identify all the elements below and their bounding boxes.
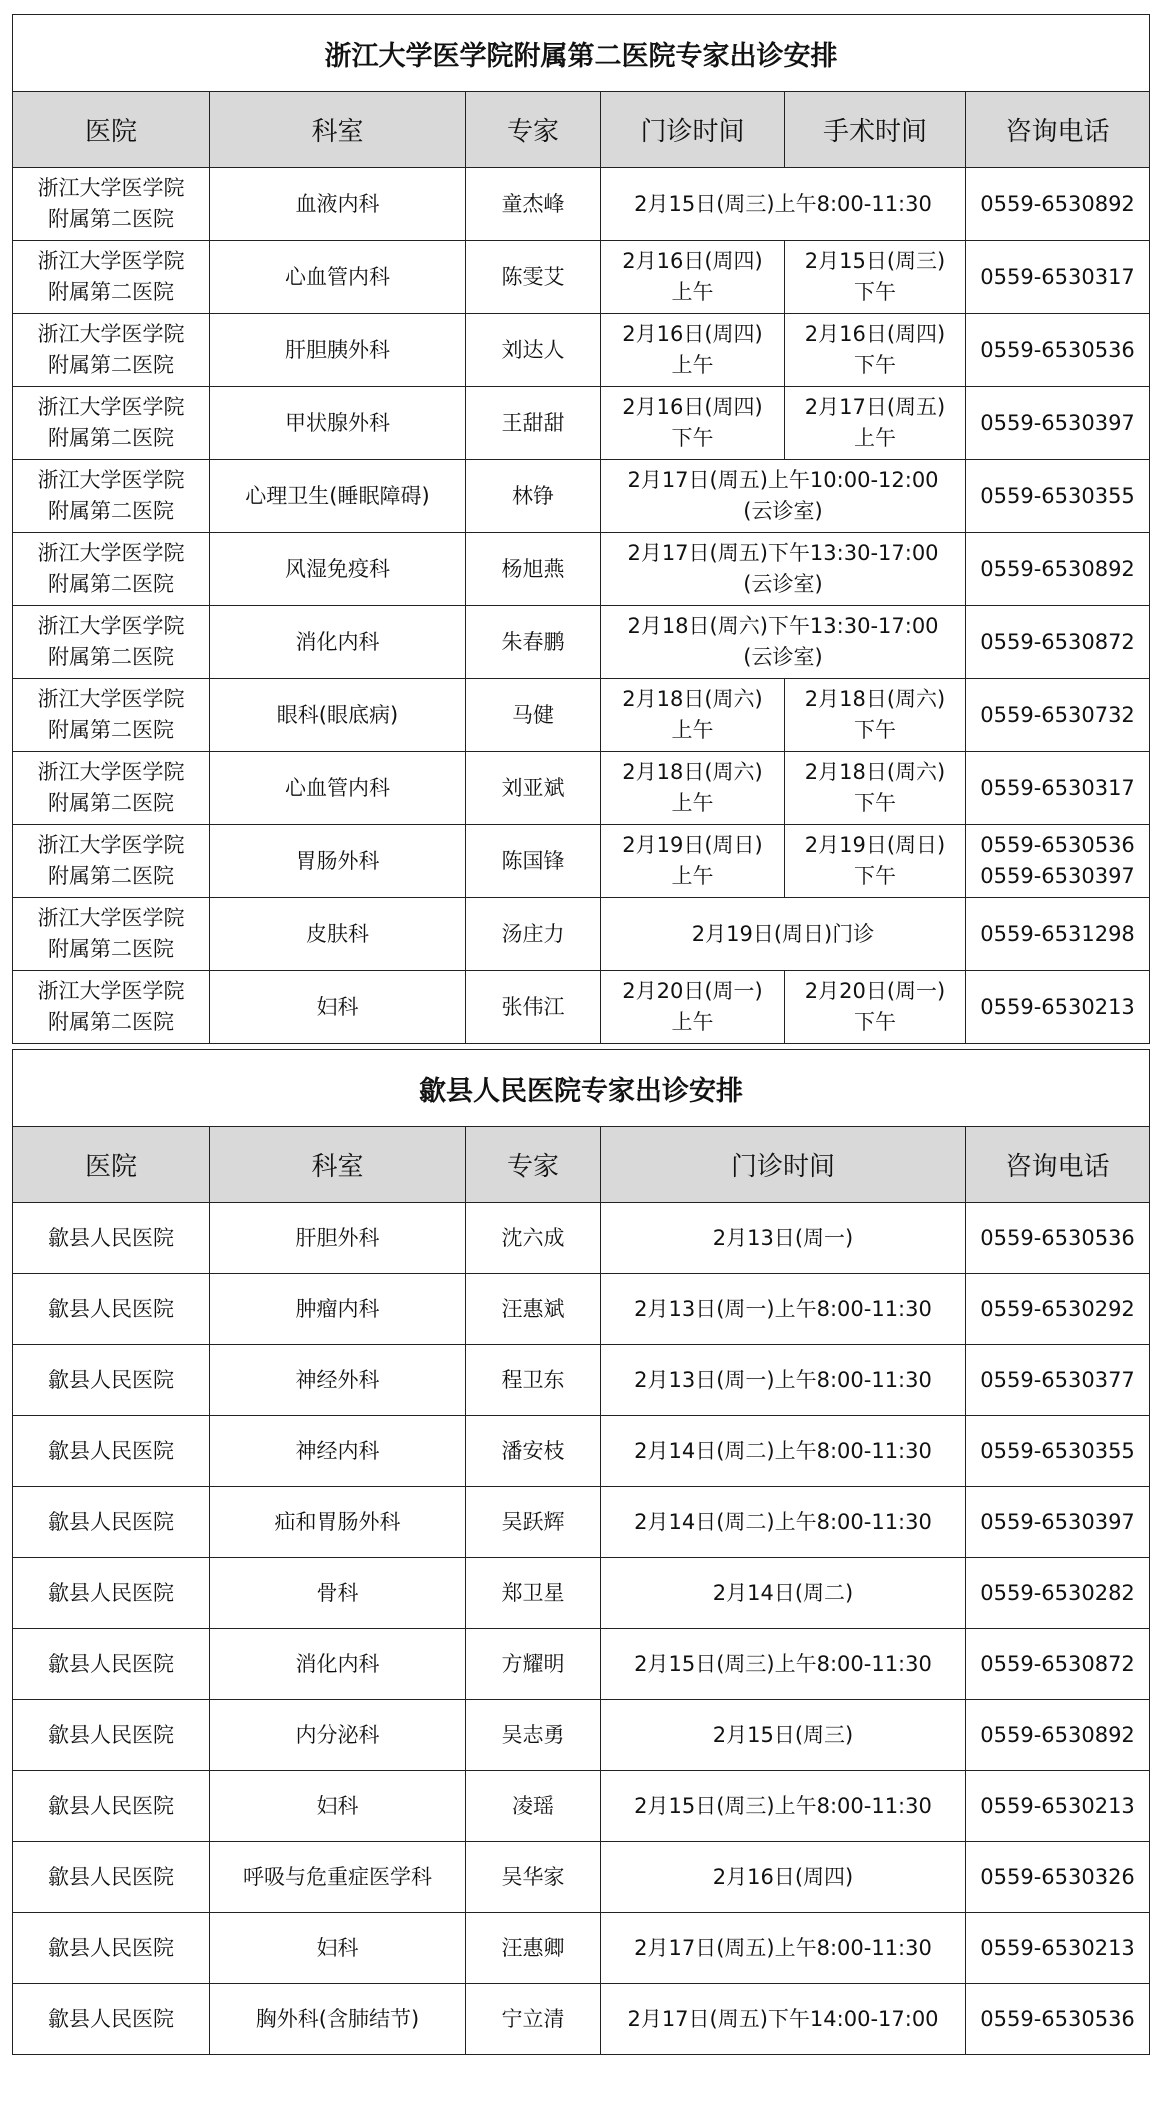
phone-cell (966, 898, 1150, 971)
surgery-time-cell (785, 387, 966, 460)
table-row (13, 387, 1150, 460)
surgery-time-cell-line: 上午 (854, 426, 896, 450)
expert-cell: 林铮 (466, 460, 601, 533)
phone-cell (966, 460, 1150, 533)
dept-cell: 皮肤科 (210, 898, 466, 971)
dept-cell: 胸外科(含肺结节) (210, 1984, 466, 2055)
hospital-cell: 歙县人民医院 (13, 1984, 210, 2055)
phone-cell: 0559-6530326 (966, 1842, 1150, 1913)
dept-cell: 内分泌科 (210, 1700, 466, 1771)
hospital-cell (13, 168, 210, 241)
table-row (13, 241, 1150, 314)
table-row (13, 533, 1150, 606)
surgery-time-cell (785, 752, 966, 825)
section1-body (13, 168, 1150, 1044)
surgery-time-cell-line: 2月15日(周三) (804, 249, 946, 273)
table-row (13, 752, 1150, 825)
phone-cell (966, 606, 1150, 679)
expert-cell: 朱春鹏 (466, 606, 601, 679)
phone-cell: 0559-6530377 (966, 1345, 1150, 1416)
hospital-cell-line: 浙江大学医学院 (37, 249, 185, 273)
expert-cell: 方耀明 (466, 1629, 601, 1700)
phone-cell: 0559-6530892 (966, 1700, 1150, 1771)
clinic-time-cell (601, 825, 785, 898)
table-row (13, 971, 1150, 1044)
hospital-cell-line: 附属第二医院 (48, 791, 174, 815)
expert-cell: 陈雯艾 (466, 241, 601, 314)
clinic-time-cell (601, 314, 785, 387)
hospital-cell-line: 附属第二医院 (48, 864, 174, 888)
clinic-time-cell-line: 上午 (671, 353, 714, 377)
dept-cell: 肿瘤内科 (210, 1274, 466, 1345)
phone-cell (966, 971, 1150, 1044)
hospital-cell: 歙县人民医院 (13, 1558, 210, 1629)
surgery-time-cell-line: 下午 (854, 791, 896, 815)
header-clinic-time: 门诊时间 (601, 1127, 966, 1203)
phone-cell (966, 679, 1150, 752)
schedule-cell-line: (云诊室) (743, 572, 823, 596)
clinic-time-cell: 2月16日(周四) (601, 1842, 966, 1913)
hospital-cell (13, 314, 210, 387)
hospital-cell (13, 898, 210, 971)
table-row (13, 1416, 1150, 1487)
clinic-time-cell-line: 2月16日(周四) (622, 395, 763, 419)
hospital-cell (13, 971, 210, 1044)
schedule-cell-line: (云诊室) (743, 499, 823, 523)
phone-cell (966, 168, 1150, 241)
phone-cell (966, 314, 1150, 387)
hospital-cell (13, 387, 210, 460)
schedule-cell (601, 606, 966, 679)
section2-body (13, 1203, 1150, 2055)
expert-cell: 陈国锋 (466, 825, 601, 898)
dept-cell: 肝胆外科 (210, 1203, 466, 1274)
surgery-time-cell-line: 2月18日(周六) (804, 760, 946, 784)
dept-cell: 心血管内科 (210, 752, 466, 825)
hospital-cell: 歙县人民医院 (13, 1203, 210, 1274)
clinic-time-cell-line: 2月18日(周六) (622, 687, 763, 711)
surgery-time-cell-line: 2月17日(周五) (804, 395, 946, 419)
table-row (13, 1203, 1150, 1274)
expert-cell: 刘达人 (466, 314, 601, 387)
hospital-cell-line: 附属第二医院 (48, 718, 174, 742)
schedule-cell-line: 2月17日(周五)上午10:00-12:00 (627, 468, 939, 492)
clinic-time-cell-line: 2月16日(周四) (622, 249, 763, 273)
dept-cell: 心理卫生(睡眠障碍) (210, 460, 466, 533)
hospital-cell-line: 浙江大学医学院 (37, 833, 185, 857)
table-row (13, 1842, 1150, 1913)
section2-header-row (13, 1127, 1150, 1203)
clinic-time-cell-line: 2月18日(周六) (622, 760, 763, 784)
hospital-cell: 歙县人民医院 (13, 1629, 210, 1700)
table-row (13, 1629, 1150, 1700)
phone-cell-line: 0559-6530397 (980, 864, 1135, 888)
hospital-cell-line: 附属第二医院 (48, 499, 174, 523)
clinic-time-cell (601, 387, 785, 460)
schedule-cell-line: 2月18日(周六)下午13:30-17:00 (627, 614, 939, 638)
schedule-cell (601, 898, 966, 971)
dept-cell: 胃肠外科 (210, 825, 466, 898)
header-expert: 专家 (466, 92, 601, 168)
clinic-time-cell (601, 752, 785, 825)
hospital-cell-line: 浙江大学医学院 (37, 176, 185, 200)
hospital-cell (13, 606, 210, 679)
phone-cell-line: 0559-6530213 (980, 994, 1135, 1019)
phone-cell (966, 825, 1150, 898)
schedule-page (12, 14, 1149, 2055)
phone-cell-line: 0559-6530355 (980, 483, 1135, 508)
dept-cell: 肝胆胰外科 (210, 314, 466, 387)
phone-cell-line: 0559-6531298 (980, 921, 1135, 946)
dept-cell: 妇科 (210, 971, 466, 1044)
dept-cell: 血液内科 (210, 168, 466, 241)
hospital-cell (13, 460, 210, 533)
surgery-time-cell-line: 下午 (854, 864, 896, 888)
phone-cell: 0559-6530355 (966, 1416, 1150, 1487)
phone-cell: 0559-6530292 (966, 1274, 1150, 1345)
section1-header-row (13, 92, 1150, 168)
table-row (13, 460, 1150, 533)
phone-cell-line: 0559-6530872 (980, 629, 1135, 654)
schedule-cell-line: 2月15日(周三)上午8:00-11:30 (634, 191, 932, 216)
expert-cell: 杨旭燕 (466, 533, 601, 606)
hospital-cell: 歙县人民医院 (13, 1274, 210, 1345)
phone-cell: 0559-6530282 (966, 1558, 1150, 1629)
header-expert: 专家 (466, 1127, 601, 1203)
expert-cell: 宁立清 (466, 1984, 601, 2055)
section1-title: 浙江大学医学院附属第二医院专家出诊安排 (13, 15, 1150, 92)
expert-cell: 汪惠斌 (466, 1274, 601, 1345)
expert-cell: 吴华家 (466, 1842, 601, 1913)
expert-cell: 刘亚斌 (466, 752, 601, 825)
hospital-cell-line: 附属第二医院 (48, 1010, 174, 1034)
expert-cell: 汤庄力 (466, 898, 601, 971)
expert-cell: 王甜甜 (466, 387, 601, 460)
surgery-time-cell (785, 825, 966, 898)
phone-cell-line: 0559-6530892 (980, 556, 1135, 581)
dept-cell: 神经外科 (210, 1345, 466, 1416)
surgery-time-cell (785, 679, 966, 752)
expert-cell: 潘安枝 (466, 1416, 601, 1487)
phone-cell: 0559-6530536 (966, 1203, 1150, 1274)
surgery-time-cell (785, 314, 966, 387)
hospital-cell (13, 825, 210, 898)
surgery-time-cell-line: 下午 (854, 353, 896, 377)
expert-cell: 童杰峰 (466, 168, 601, 241)
hospital-cell-line: 浙江大学医学院 (37, 395, 185, 419)
surgery-time-cell-line: 下午 (854, 1010, 896, 1034)
table-row (13, 168, 1150, 241)
expert-cell: 凌瑶 (466, 1771, 601, 1842)
schedule-cell-line: 2月17日(周五)下午13:30-17:00 (627, 541, 939, 565)
hospital-cell: 歙县人民医院 (13, 1700, 210, 1771)
table-row (13, 1913, 1150, 1984)
clinic-time-cell-line: 2月20日(周一) (622, 979, 763, 1003)
clinic-time-cell-line: 上午 (671, 791, 714, 815)
hospital-cell-line: 浙江大学医学院 (37, 687, 185, 711)
expert-cell: 马健 (466, 679, 601, 752)
table-row (13, 1558, 1150, 1629)
header-surgery-time: 手术时间 (785, 92, 966, 168)
clinic-time-cell-line: 上午 (671, 718, 714, 742)
header-dept: 科室 (210, 92, 466, 168)
hospital-cell-line: 浙江大学医学院 (37, 906, 185, 930)
hospital-cell (13, 679, 210, 752)
dept-cell: 呼吸与危重症医学科 (210, 1842, 466, 1913)
clinic-time-cell-line: 下午 (671, 426, 714, 450)
hospital-cell: 歙县人民医院 (13, 1487, 210, 1558)
hospital-cell (13, 533, 210, 606)
clinic-time-cell-line: 上午 (671, 1010, 714, 1034)
table-row (13, 1274, 1150, 1345)
table-row (13, 679, 1150, 752)
dept-cell: 消化内科 (210, 1629, 466, 1700)
clinic-time-cell: 2月17日(周五)上午8:00-11:30 (601, 1913, 966, 1984)
header-clinic-time: 门诊时间 (601, 92, 785, 168)
dept-cell: 疝和胃肠外科 (210, 1487, 466, 1558)
expert-cell: 吴志勇 (466, 1700, 601, 1771)
phone-cell: 0559-6530872 (966, 1629, 1150, 1700)
hospital-cell-line: 附属第二医院 (48, 645, 174, 669)
hospital-cell-line: 浙江大学医学院 (37, 322, 185, 346)
hospital-cell-line: 附属第二医院 (48, 572, 174, 596)
surgery-time-cell-line: 2月16日(周四) (804, 322, 946, 346)
schedule-cell (601, 168, 966, 241)
phone-cell: 0559-6530213 (966, 1913, 1150, 1984)
phone-cell-line: 0559-6530892 (980, 191, 1135, 216)
surgery-time-cell-line: 下午 (854, 718, 896, 742)
clinic-time-cell-line: 上午 (671, 864, 714, 888)
hospital-cell-line: 附属第二医院 (48, 426, 174, 450)
dept-cell: 甲状腺外科 (210, 387, 466, 460)
dept-cell: 眼科(眼底病) (210, 679, 466, 752)
clinic-time-cell: 2月14日(周二) (601, 1558, 966, 1629)
phone-cell: 0559-6530213 (966, 1771, 1150, 1842)
clinic-time-cell: 2月14日(周二)上午8:00-11:30 (601, 1487, 966, 1558)
phone-cell: 0559-6530536 (966, 1984, 1150, 2055)
phone-cell-line: 0559-6530732 (980, 702, 1135, 727)
hospital-cell-line: 附属第二医院 (48, 207, 174, 231)
dept-cell: 神经内科 (210, 1416, 466, 1487)
phone-cell-line: 0559-6530536 (980, 337, 1135, 362)
surgery-time-cell-line: 2月18日(周六) (804, 687, 946, 711)
phone-cell (966, 241, 1150, 314)
surgery-time-cell (785, 971, 966, 1044)
clinic-time-cell: 2月13日(周一)上午8:00-11:30 (601, 1345, 966, 1416)
clinic-time-cell: 2月15日(周三)上午8:00-11:30 (601, 1771, 966, 1842)
phone-cell-line: 0559-6530317 (980, 264, 1135, 289)
phone-cell (966, 387, 1150, 460)
table-row (13, 825, 1150, 898)
phone-cell-line: 0559-6530536 (980, 833, 1135, 857)
schedule-cell (601, 533, 966, 606)
dept-cell: 消化内科 (210, 606, 466, 679)
phone-cell-line: 0559-6530317 (980, 775, 1135, 800)
hospital-cell-line: 附属第二医院 (48, 937, 174, 961)
phone-cell-line: 0559-6530397 (980, 410, 1135, 435)
schedule-cell-line: 2月19日(周日)门诊 (691, 921, 875, 946)
clinic-time-cell-line: 2月19日(周日) (622, 833, 763, 857)
header-phone: 咨询电话 (966, 92, 1150, 168)
clinic-time-cell-line: 上午 (671, 280, 714, 304)
clinic-time-cell: 2月15日(周三)上午8:00-11:30 (601, 1629, 966, 1700)
clinic-time-cell: 2月17日(周五)下午14:00-17:00 (601, 1984, 966, 2055)
header-hospital: 医院 (13, 1127, 210, 1203)
dept-cell: 风湿免疫科 (210, 533, 466, 606)
hospital-cell-line: 浙江大学医学院 (37, 468, 185, 492)
hospital-cell-line: 附属第二医院 (48, 353, 174, 377)
header-phone: 咨询电话 (966, 1127, 1150, 1203)
table-row (13, 1771, 1150, 1842)
hospital-cell (13, 752, 210, 825)
table-row (13, 606, 1150, 679)
clinic-time-cell-line: 2月16日(周四) (622, 322, 763, 346)
expert-cell: 沈六成 (466, 1203, 601, 1274)
section2-title: 歙县人民医院专家出诊安排 (13, 1050, 1150, 1127)
surgery-time-cell-line: 2月19日(周日) (804, 833, 946, 857)
header-dept: 科室 (210, 1127, 466, 1203)
hospital-cell-line: 附属第二医院 (48, 280, 174, 304)
hospital-cell: 歙县人民医院 (13, 1345, 210, 1416)
hospital-cell: 歙县人民医院 (13, 1842, 210, 1913)
hospital-cell: 歙县人民医院 (13, 1771, 210, 1842)
phone-cell: 0559-6530397 (966, 1487, 1150, 1558)
clinic-time-cell (601, 679, 785, 752)
table-row (13, 1487, 1150, 1558)
clinic-time-cell: 2月13日(周一) (601, 1203, 966, 1274)
hospital-cell: 歙县人民医院 (13, 1913, 210, 1984)
surgery-time-cell-line: 下午 (854, 280, 896, 304)
phone-cell (966, 752, 1150, 825)
schedule-table (12, 14, 1150, 2055)
table-row (13, 1345, 1150, 1416)
dept-cell: 心血管内科 (210, 241, 466, 314)
clinic-time-cell: 2月15日(周三) (601, 1700, 966, 1771)
clinic-time-cell (601, 971, 785, 1044)
expert-cell: 张伟江 (466, 971, 601, 1044)
expert-cell: 程卫东 (466, 1345, 601, 1416)
table-row (13, 898, 1150, 971)
phone-cell (966, 533, 1150, 606)
table-row (13, 1984, 1150, 2055)
dept-cell: 妇科 (210, 1913, 466, 1984)
hospital-cell (13, 241, 210, 314)
expert-cell: 汪惠卿 (466, 1913, 601, 1984)
clinic-time-cell: 2月13日(周一)上午8:00-11:30 (601, 1274, 966, 1345)
table-row (13, 314, 1150, 387)
expert-cell: 郑卫星 (466, 1558, 601, 1629)
hospital-cell-line: 浙江大学医学院 (37, 760, 185, 784)
hospital-cell-line: 浙江大学医学院 (37, 541, 185, 565)
hospital-cell: 歙县人民医院 (13, 1416, 210, 1487)
dept-cell: 妇科 (210, 1771, 466, 1842)
schedule-cell-line: (云诊室) (743, 645, 823, 669)
table-row (13, 1700, 1150, 1771)
header-hospital: 医院 (13, 92, 210, 168)
hospital-cell-line: 浙江大学医学院 (37, 614, 185, 638)
clinic-time-cell (601, 241, 785, 314)
hospital-cell-line: 浙江大学医学院 (37, 979, 185, 1003)
surgery-time-cell (785, 241, 966, 314)
dept-cell: 骨科 (210, 1558, 466, 1629)
expert-cell: 吴跃辉 (466, 1487, 601, 1558)
clinic-time-cell: 2月14日(周二)上午8:00-11:30 (601, 1416, 966, 1487)
surgery-time-cell-line: 2月20日(周一) (804, 979, 946, 1003)
schedule-cell (601, 460, 966, 533)
